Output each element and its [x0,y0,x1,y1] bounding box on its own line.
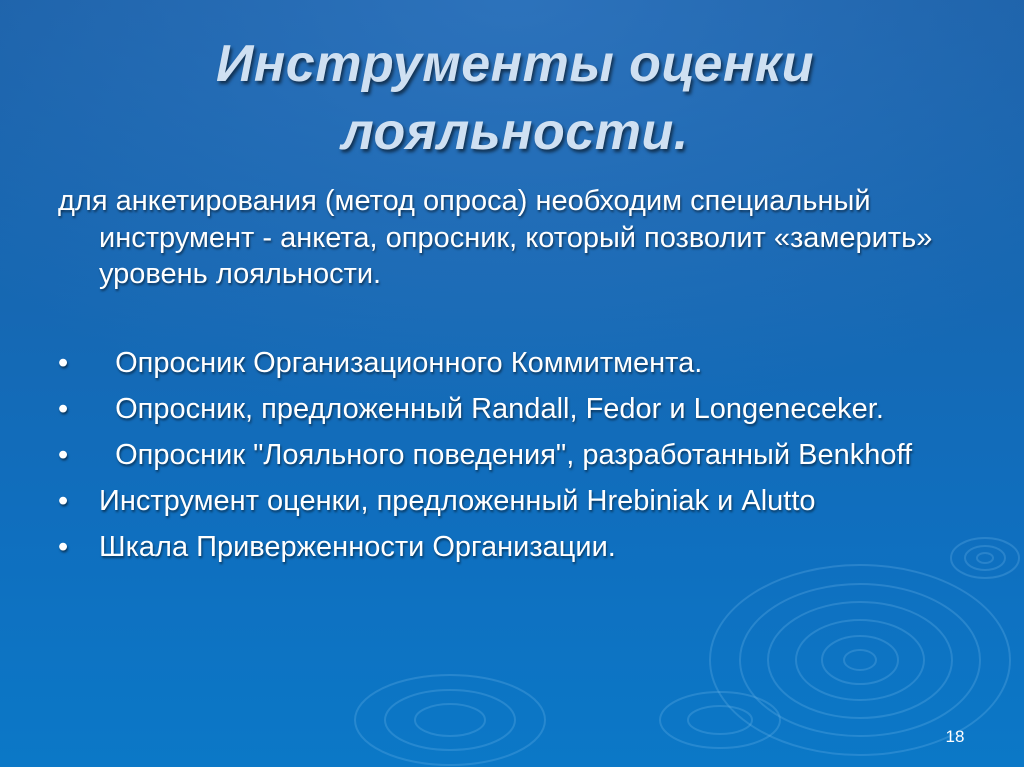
bullet-text: Инструмент оценки, предложенный Hrebiniak и Alutto [99,485,816,517]
bullet-text: Опросник, предложенный Randall, Fedor и Longeneceker. [99,393,884,425]
page-number: 18 [945,727,965,746]
bullet-item [58,345,978,382]
slide-title [130,30,900,166]
bullet-text: Шкала Приверженности Организации. [99,531,616,563]
bullet-icon: • [58,531,69,563]
bullet-item [58,483,978,520]
bullet-icon: • [58,439,69,471]
bullet-item [58,529,978,566]
title-line-2: лояльности. [341,103,689,161]
bullet-item [58,391,978,428]
bullet-icon: • [58,393,69,425]
bullet-text: Опросник Организационного Коммитмента. [99,347,703,379]
bullet-list [58,345,978,575]
intro-paragraph: для анкетирования (метод опроса) необходим специальный инструмент - анкета, опросник, который позволит «замерить» уровень лояльности. [58,185,933,290]
bullet-text: Опросник "Лояльного поведения", разработанный Benkhoff [99,439,913,471]
bullet-icon: • [58,485,69,517]
bullet-icon: • [58,347,69,379]
bullet-item [58,437,978,474]
title-line-1: Инструменты оценки [215,35,814,93]
